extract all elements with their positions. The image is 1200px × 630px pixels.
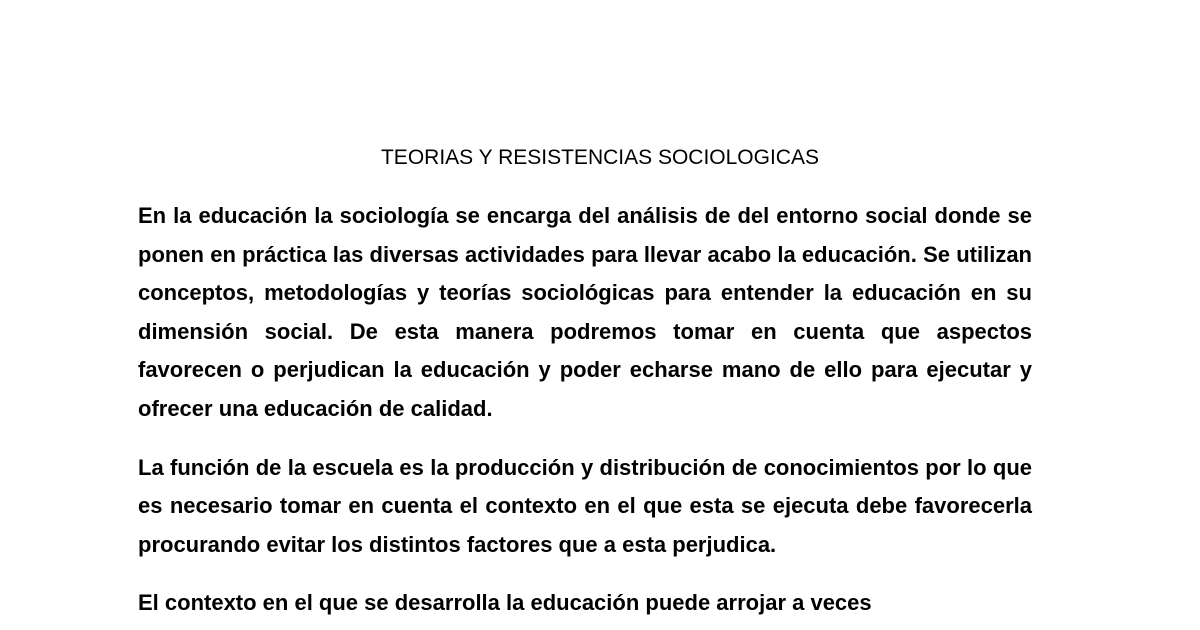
paragraph-1: En la educación la sociología se encarga del análisis de del entorno social donde se ponen en práctica las diversas actividades para llevar acabo la educación. Se utilizan conceptos, metodologías y teorías sociológicas para entender la educación en su dimensión social. De esta manera podremos tomar en cuenta que aspectos favorecen o perjudican la educación y poder echarse mano de ello para ejecutar y ofrecer una educación de calidad. [138,203,1032,421]
paragraph-3: El contexto en el que se desarrolla la educación puede arrojar a veces [138,590,872,616]
document-body [138,197,1032,630]
document-title: TEORIAS Y RESISTENCIAS SOCIOLOGICAS [380,146,819,169]
paragraph-2: La función de la escuela es la producción y distribución de conocimientos por lo que es necesario tomar en cuenta el contexto en el que esta se ejecuta debe favorecerla procurando evitar los distintos factores que a esta perjudica. [138,454,1032,557]
